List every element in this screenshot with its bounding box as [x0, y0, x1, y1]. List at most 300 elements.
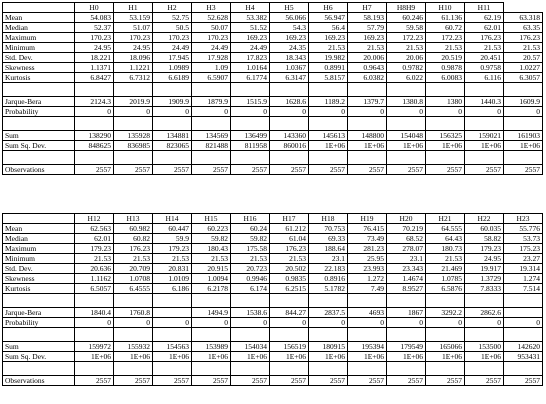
table-cell: 195394: [348, 342, 387, 352]
table-cell: 58.193: [348, 13, 387, 23]
table-cell: 172.23: [426, 33, 465, 43]
table-cell: 1879.9: [192, 97, 231, 107]
table-cell: 0: [192, 107, 231, 117]
table-cell: [75, 294, 114, 308]
table-cell: 836985: [114, 141, 153, 151]
table-cell: 1E+06: [309, 352, 348, 362]
table-cell: 2124.3: [75, 97, 114, 107]
table-cell: [270, 83, 309, 97]
table-cell: [114, 328, 153, 342]
table-cell: 6.7312: [114, 73, 153, 83]
table-cell: 0: [465, 107, 504, 117]
table-cell: 21.53: [153, 254, 192, 264]
table-cell: 6.3057: [504, 73, 543, 83]
table-cell: 169.23: [348, 33, 387, 43]
table-cell: [231, 294, 270, 308]
table-cell: [153, 308, 192, 318]
row-label: Mean: [3, 13, 75, 23]
table-cell: 154048: [387, 131, 426, 141]
table-cell: 155932: [114, 342, 153, 352]
table-cell: [270, 117, 309, 131]
table-cell: 1E+06: [114, 352, 153, 362]
table-cell: 0: [114, 318, 153, 328]
table-cell: 179549: [387, 342, 426, 352]
table-cell: [114, 117, 153, 131]
table-cell: 6.5876: [426, 284, 465, 294]
table-cell: [114, 83, 153, 97]
table-row: [3, 352, 543, 362]
table-cell: [270, 362, 309, 376]
table-cell: 51.52: [231, 23, 270, 33]
row-label: [3, 83, 75, 97]
column-header: H15: [192, 214, 231, 224]
column-header: H23: [504, 214, 543, 224]
table-cell: 60.82: [114, 234, 153, 244]
row-label: Skewness: [3, 63, 75, 73]
table-cell: 0: [75, 318, 114, 328]
table-cell: 6.186: [153, 284, 192, 294]
table-cell: 21.53: [426, 254, 465, 264]
table-cell: 2557: [504, 376, 543, 386]
table-cell: 1E+06: [192, 352, 231, 362]
table-cell: [75, 83, 114, 97]
row-label: [3, 117, 75, 131]
table-cell: [348, 83, 387, 97]
table-cell: 6.174: [231, 284, 270, 294]
table-cell: 0.9782: [387, 63, 426, 73]
table-cell: 1E+06: [75, 352, 114, 362]
table-cell: 21.53: [465, 43, 504, 53]
table-cell: 0: [231, 107, 270, 117]
table-cell: 136499: [231, 131, 270, 141]
table-cell: [231, 362, 270, 376]
column-header: H12: [75, 214, 114, 224]
column-header: H20: [387, 214, 426, 224]
table-row: [3, 53, 543, 63]
table-cell: 2837.5: [309, 308, 348, 318]
spacer-row: [3, 83, 543, 97]
table-cell: 6.6189: [153, 73, 192, 83]
table-cell: 60.982: [114, 224, 153, 234]
column-header: H3: [192, 3, 231, 13]
table-cell: 7.8333: [465, 284, 504, 294]
table-cell: 17.945: [153, 53, 192, 63]
table-row: [3, 165, 543, 175]
table-cell: 2557: [465, 376, 504, 386]
table-cell: 52.75: [153, 13, 192, 23]
table-cell: 20.636: [75, 264, 114, 274]
table-cell: [192, 328, 231, 342]
table-cell: 142620: [504, 342, 543, 352]
table-cell: [153, 294, 192, 308]
table-row: [3, 376, 543, 386]
table-cell: 2557: [192, 165, 231, 175]
row-label: Std. Dev.: [3, 53, 75, 63]
table-row: [3, 97, 543, 107]
table-cell: 0: [348, 107, 387, 117]
row-label: Median: [3, 234, 75, 244]
spacer-row: [3, 328, 543, 342]
table-cell: 175.58: [231, 244, 270, 254]
table-cell: 169.23: [309, 33, 348, 43]
table-cell: 170.23: [75, 33, 114, 43]
table-row: [3, 23, 543, 33]
table-cell: 18.096: [114, 53, 153, 63]
spacer-row: [3, 362, 543, 376]
table-cell: 153989: [192, 342, 231, 352]
table-cell: 57.79: [348, 23, 387, 33]
row-label: Minimum: [3, 43, 75, 53]
row-label: Sum: [3, 131, 75, 141]
row-label: Observations: [3, 376, 75, 386]
table-cell: 54.083: [75, 13, 114, 23]
table-cell: 21.53: [387, 43, 426, 53]
table-cell: [309, 362, 348, 376]
table-row: [3, 342, 543, 352]
table-cell: 23.27: [504, 254, 543, 264]
table-cell: 0: [504, 318, 543, 328]
table-cell: 1E+06: [348, 141, 387, 151]
row-label: [3, 328, 75, 342]
table-cell: 7.514: [504, 284, 543, 294]
table-cell: 20.709: [114, 264, 153, 274]
table-cell: 1E+06: [348, 352, 387, 362]
table-cell: 50.07: [192, 23, 231, 33]
table-cell: 22.183: [309, 264, 348, 274]
table-cell: [231, 83, 270, 97]
column-header: H6: [309, 3, 348, 13]
table-cell: [387, 117, 426, 131]
row-label: Jarque-Bera: [3, 97, 75, 107]
table-row: [3, 234, 543, 244]
table-cell: 1909.9: [153, 97, 192, 107]
table-cell: 2557: [231, 165, 270, 175]
table-cell: 145613: [309, 131, 348, 141]
table-cell: 0.8916: [309, 274, 348, 284]
table-cell: 1.0708: [114, 274, 153, 284]
table-cell: 50.5: [153, 23, 192, 33]
table-cell: 153500: [465, 342, 504, 352]
column-header: H21: [426, 214, 465, 224]
table-cell: 2557: [270, 165, 309, 175]
table-cell: [270, 328, 309, 342]
table-cell: 6.5057: [75, 284, 114, 294]
table-cell: 2557: [348, 376, 387, 386]
table-cell: [309, 151, 348, 165]
table-cell: 2557: [504, 165, 543, 175]
row-label: Std. Dev.: [3, 264, 75, 274]
table-cell: 1189.2: [309, 97, 348, 107]
table-cell: 20.831: [153, 264, 192, 274]
table-cell: 2557: [75, 165, 114, 175]
row-label: Sum Sq. Dev.: [3, 141, 75, 151]
table-cell: [465, 83, 504, 97]
table-row: [3, 224, 543, 234]
table-cell: [192, 117, 231, 131]
table-cell: 169.23: [231, 33, 270, 43]
table-row: [3, 284, 543, 294]
table-cell: [465, 362, 504, 376]
table-cell: 170.23: [153, 33, 192, 43]
table-cell: 6.5907: [192, 73, 231, 83]
table-cell: 1380.8: [387, 97, 426, 107]
table-cell: 1E+06: [465, 141, 504, 151]
table-cell: 21.53: [114, 254, 153, 264]
table-cell: [465, 328, 504, 342]
table-cell: 176.23: [114, 244, 153, 254]
column-header: H22: [465, 214, 504, 224]
table-cell: 1E+06: [270, 352, 309, 362]
table-row: [3, 13, 543, 23]
table-cell: 1E+06: [387, 352, 426, 362]
table-cell: 56.947: [309, 13, 348, 23]
table-cell: [387, 83, 426, 97]
table-cell: 21.53: [192, 254, 231, 264]
table-cell: [348, 151, 387, 165]
table-cell: 6.3147: [270, 73, 309, 83]
table-cell: 1E+06: [465, 352, 504, 362]
table-cell: [114, 294, 153, 308]
table-cell: 161903: [504, 131, 543, 141]
table-cell: [426, 294, 465, 308]
table-cell: 61.04: [270, 234, 309, 244]
table-cell: 1E+06: [309, 141, 348, 151]
table-row: [3, 244, 543, 254]
table-cell: 20.451: [465, 53, 504, 63]
table-cell: 52.628: [192, 13, 231, 23]
table-row: [3, 318, 543, 328]
table-cell: 53.159: [114, 13, 153, 23]
row-label: Sum: [3, 342, 75, 352]
table-cell: [309, 294, 348, 308]
table-cell: 60.246: [387, 13, 426, 23]
table-cell: 1.1221: [114, 63, 153, 73]
table-cell: 1E+06: [231, 352, 270, 362]
table-cell: 179.23: [75, 244, 114, 254]
table-cell: 172.23: [387, 33, 426, 43]
table-cell: [426, 328, 465, 342]
table-cell: [75, 362, 114, 376]
row-label: [3, 151, 75, 165]
table-cell: 6.4555: [114, 284, 153, 294]
table-cell: 56.4: [309, 23, 348, 33]
table-cell: 165066: [426, 342, 465, 352]
table-cell: 2862.6: [465, 308, 504, 318]
table-cell: 154563: [153, 342, 192, 352]
table-cell: 1440.3: [465, 97, 504, 107]
table-row: [3, 73, 543, 83]
table-cell: 24.49: [153, 43, 192, 53]
table-cell: 70.219: [387, 224, 426, 234]
column-header: H0: [75, 3, 114, 13]
row-label: Observations: [3, 165, 75, 175]
table-cell: 1380: [426, 97, 465, 107]
table-cell: 60.035: [465, 224, 504, 234]
table-cell: [348, 294, 387, 308]
table-cell: [426, 362, 465, 376]
table-cell: [504, 294, 543, 308]
table-cell: [114, 362, 153, 376]
table-cell: [504, 362, 543, 376]
table-cell: 2557: [309, 165, 348, 175]
table-cell: 21.53: [231, 254, 270, 264]
table-cell: 0: [270, 107, 309, 117]
table-cell: [231, 151, 270, 165]
table-cell: 0: [465, 318, 504, 328]
table-cell: [465, 151, 504, 165]
table-cell: 19.314: [504, 264, 543, 274]
table-cell: [192, 83, 231, 97]
row-label: Maximum: [3, 33, 75, 43]
table-cell: 56.066: [270, 13, 309, 23]
table-cell: 1.0164: [231, 63, 270, 73]
table-cell: [309, 328, 348, 342]
table-cell: 64.43: [426, 234, 465, 244]
table-cell: 20.519: [426, 53, 465, 63]
table-cell: 64.555: [426, 224, 465, 234]
table-cell: 170.23: [192, 33, 231, 43]
table-cell: 21.53: [348, 43, 387, 53]
table-cell: 24.95: [465, 254, 504, 264]
table-cell: 2557: [387, 376, 426, 386]
table-cell: 59.58: [387, 23, 426, 33]
table-cell: 1.0094: [192, 274, 231, 284]
table-cell: [348, 117, 387, 131]
table-cell: 1.3729: [465, 274, 504, 284]
table-cell: 1E+06: [426, 352, 465, 362]
table-cell: 6.1774: [231, 73, 270, 83]
table-cell: 24.35: [270, 43, 309, 53]
table-cell: 1.0989: [153, 63, 192, 73]
table-cell: [504, 308, 543, 318]
table-cell: 170.23: [114, 33, 153, 43]
column-header: H10: [426, 3, 465, 13]
table-cell: 0.8991: [309, 63, 348, 73]
table-cell: 1E+06: [426, 141, 465, 151]
table-cell: [504, 83, 543, 97]
table-cell: 21.53: [309, 43, 348, 53]
table-cell: 1609.9: [504, 97, 543, 107]
table-cell: 2557: [192, 376, 231, 386]
statistics-table-1: [2, 2, 543, 175]
table-cell: 1760.8: [114, 308, 153, 318]
table-cell: 844.27: [270, 308, 309, 318]
table-cell: 3292.2: [426, 308, 465, 318]
table-cell: 281.23: [348, 244, 387, 254]
table-cell: 24.95: [114, 43, 153, 53]
table-cell: 24.49: [231, 43, 270, 53]
table-cell: 2557: [114, 376, 153, 386]
table-cell: 134881: [153, 131, 192, 141]
table-cell: 51.07: [114, 23, 153, 33]
row-label: Probability: [3, 107, 75, 117]
table-cell: 60.24: [231, 224, 270, 234]
table-cell: 159972: [75, 342, 114, 352]
table-cell: [465, 117, 504, 131]
table-cell: [192, 362, 231, 376]
table-cell: 1840.4: [75, 308, 114, 318]
table-cell: [426, 151, 465, 165]
table-row: [3, 274, 543, 284]
table-cell: [192, 151, 231, 165]
table-cell: 20.915: [192, 264, 231, 274]
table-cell: 0: [231, 318, 270, 328]
table-cell: 1.1371: [75, 63, 114, 73]
row-label: [3, 294, 75, 308]
spacer-row: [3, 117, 543, 131]
column-header: H18: [309, 214, 348, 224]
table-cell: 6.0083: [426, 73, 465, 83]
table-cell: 17.928: [192, 53, 231, 63]
table-row: [3, 63, 543, 73]
table-cell: [504, 328, 543, 342]
table-cell: 21.53: [75, 254, 114, 264]
row-label: Jarque-Bera: [3, 308, 75, 318]
table-cell: 59.82: [192, 234, 231, 244]
table-cell: 188.64: [309, 244, 348, 254]
column-header: H14: [153, 214, 192, 224]
table-cell: [75, 151, 114, 165]
table-cell: 0: [153, 318, 192, 328]
table-cell: 0: [348, 318, 387, 328]
table-cell: [270, 294, 309, 308]
table-cell: [387, 328, 426, 342]
table-cell: 278.07: [387, 244, 426, 254]
table-cell: 53.382: [231, 13, 270, 23]
spacer-row: [3, 294, 543, 308]
table-cell: 176.23: [504, 33, 543, 43]
table-cell: 60.223: [192, 224, 231, 234]
table-cell: 8.9527: [387, 284, 426, 294]
table-cell: [387, 362, 426, 376]
table-cell: [153, 117, 192, 131]
table-cell: [231, 328, 270, 342]
table-cell: 1.0109: [153, 274, 192, 284]
table-cell: 953431: [504, 352, 543, 362]
table-cell: 6.116: [465, 73, 504, 83]
table-cell: 25.95: [348, 254, 387, 264]
table-row: [3, 308, 543, 318]
table-cell: 23.993: [348, 264, 387, 274]
table-cell: 69.33: [309, 234, 348, 244]
table-cell: 179.23: [465, 244, 504, 254]
table-cell: 1.0227: [504, 63, 543, 73]
table-cell: 0: [426, 318, 465, 328]
table-cell: [348, 328, 387, 342]
table-cell: 0: [153, 107, 192, 117]
table-cell: 70.753: [309, 224, 348, 234]
table-cell: 0: [426, 107, 465, 117]
table-row: [3, 131, 543, 141]
table-cell: [504, 117, 543, 131]
table-cell: [348, 362, 387, 376]
table-cell: 21.469: [426, 264, 465, 274]
table-cell: 156519: [270, 342, 309, 352]
table-cell: 63.318: [504, 13, 543, 23]
table-cell: 0.9643: [348, 63, 387, 73]
table-cell: 0: [309, 107, 348, 117]
table-cell: 21.53: [504, 43, 543, 53]
table-cell: 5.1782: [309, 284, 348, 294]
table-row: [3, 141, 543, 151]
table-cell: 7.49: [348, 284, 387, 294]
table-cell: 1.272: [348, 274, 387, 284]
table-cell: 55.776: [504, 224, 543, 234]
table-cell: 1538.6: [231, 308, 270, 318]
table-cell: [153, 83, 192, 97]
table-cell: 59.82: [231, 234, 270, 244]
table-cell: 2557: [309, 376, 348, 386]
